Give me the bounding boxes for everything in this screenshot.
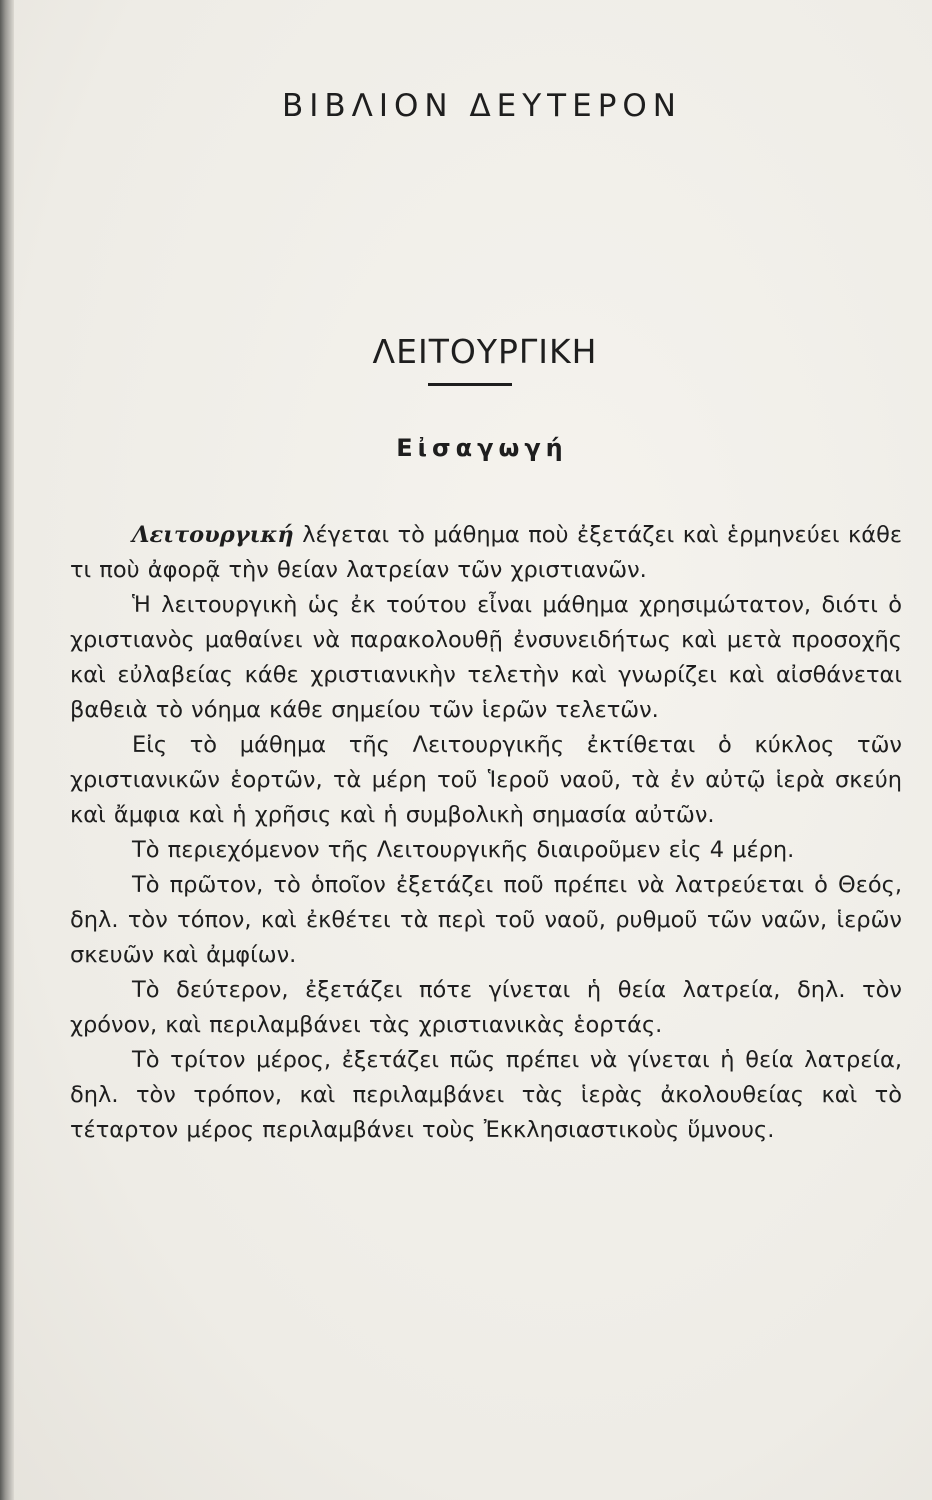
book-title: ΒΙΒΛΙΟΝ ΔΕΥΤΕΡΟΝ bbox=[281, 88, 682, 124]
paragraph-3: Εἰς τὸ μάθημα τῆς Λειτουργικῆς ἐκτίθεται ὁ κύκλος τῶν χριστιανικῶν ἑορτῶν, τὰ μέρη τοῦ Ἱεροῦ ναοῦ, τὰ ἐν αὐτῷ ἱερὰ σκεύη καὶ ἄμφια καὶ ἡ χρῆσις καὶ ἡ συμβολικὴ σημασία αὐτῶν. bbox=[70, 732, 902, 828]
body-text bbox=[70, 518, 902, 1148]
paragraph-1 bbox=[70, 518, 902, 588]
title-underline bbox=[428, 383, 512, 386]
paragraph-2: Ἡ λειτουργικὴ ὡς ἐκ τούτου εἶναι μάθημα χρησιμώτατον, διότι ὁ χριστιανὸς μαθαίνει νὰ παρακολουθῇ ἐνσυνειδήτως καὶ μετὰ προσοχῆς καὶ εὐλαβείας κάθε χριστιανικὴν τελετὴν καὶ γνωρίζει καὶ αἰσθάνεται βαθειὰ τὸ νόημα κάθε σημείου τῶν ἱερῶν τελετῶν. bbox=[70, 592, 902, 723]
section-title: ΛΕΙΤΟΥΡΓΙΚΗ bbox=[372, 332, 598, 371]
defined-term: Λειτουργική bbox=[132, 522, 294, 548]
paragraph-4: Τὸ περιεχόμενον τῆς Λειτουργικῆς διαιροῦμεν εἰς 4 μέρη. bbox=[132, 837, 795, 863]
subtitle: Εἰσαγωγή bbox=[396, 434, 568, 462]
page-binding-edge bbox=[0, 0, 14, 1500]
paragraph-6: Τὸ δεύτερον, ἐξετάζει πότε γίνεται ἡ θεία λατρεία, δηλ. τὸν χρόνον, καὶ περιλαμβάνει τὰς χριστιανικὰς ἑορτάς. bbox=[70, 977, 902, 1038]
paragraph-1-text: λέγεται τὸ μάθημα ποὺ ἐξετάζει καὶ ἑρμηνεύει κάθε τι ποὺ ἀφορᾷ τὴν θείαν λατρείαν τῶν χριστιανῶν. bbox=[70, 522, 902, 583]
paragraph-5: Τὸ πρῶτον, τὸ ὁποῖον ἐξετάζει ποῦ πρέπει νὰ λατρεύεται ὁ Θεός, δηλ. τὸν τόπον, καὶ ἐκθέτει τὰ περὶ τοῦ ναοῦ, ρυθμοῦ τῶν ναῶν, ἱερῶν σκευῶν καὶ ἀμφίων. bbox=[70, 872, 902, 968]
paragraph-7: Τὸ τρίτον μέρος, ἐξετάζει πῶς πρέπει νὰ γίνεται ἡ θεία λατρεία, δηλ. τὸν τρόπον, καὶ περιλαμβάνει τὰς ἱερὰς ἀκολουθείας καὶ τὸ τέταρτον μέρος περιλαμβάνει τοὺς Ἐκκλησιαστικοὺς ὕμνους. bbox=[70, 1047, 902, 1143]
